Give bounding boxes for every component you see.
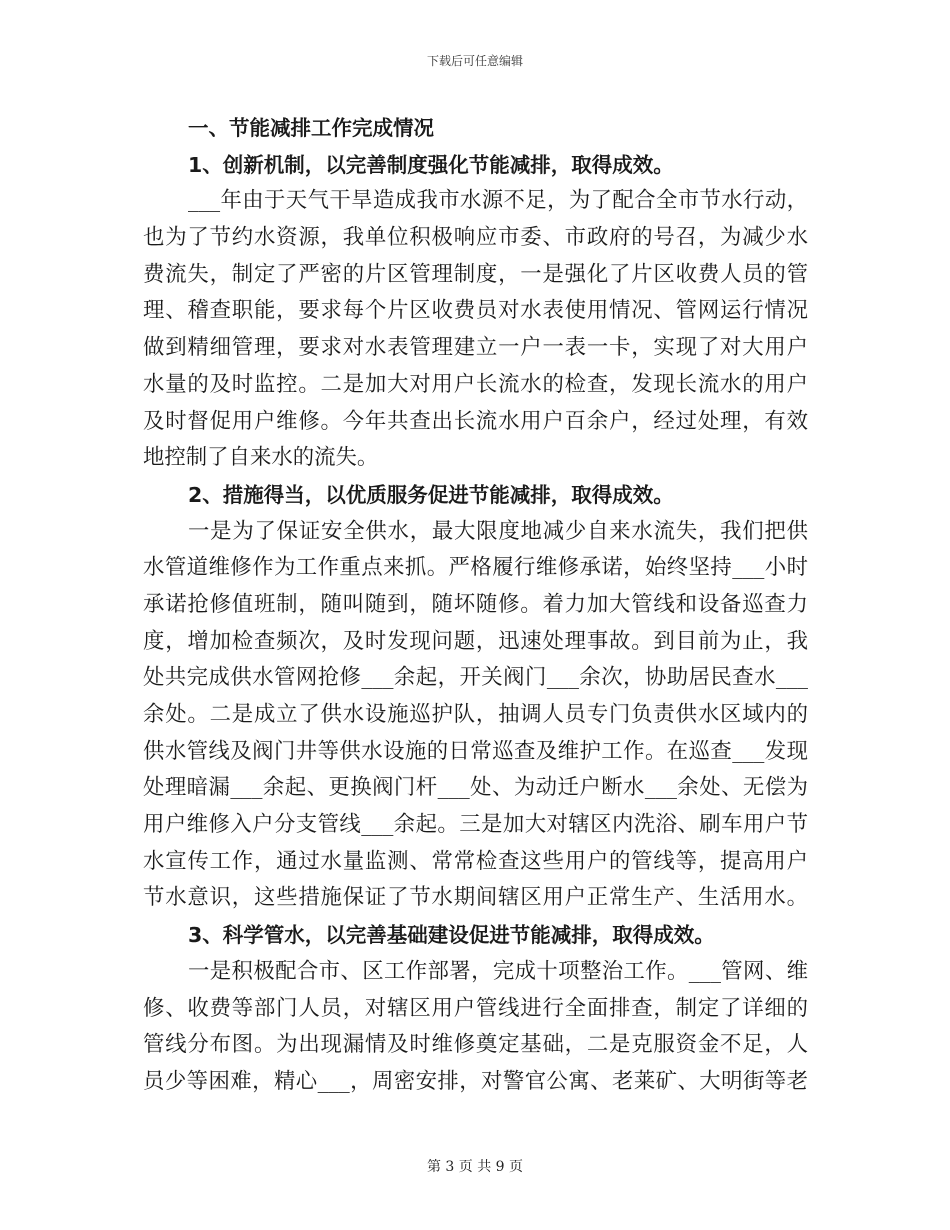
body-text-line: 度，增加检查频次，及时发现问题，迅速处理事故。到目前为止，我 [143, 628, 808, 654]
page-header: 下载后可任意编辑 [426, 54, 523, 68]
body-text-line: 一是积极配合市、区工作部署，完成十项整治工作。___管网、维 [188, 958, 808, 984]
body-text-line: 水管道维修作为工作重点来抓。严格履行维修承诺，始终坚持___小时 [143, 555, 808, 581]
body-text-line: 节水意识，这些措施保证了节水期间辖区用户正常生产、生活用水。 [143, 885, 808, 911]
body-text-line: 修、收费等部门人员，对辖区用户管线进行全面排查，制定了详细的 [143, 995, 808, 1021]
body-text-line: 供水管线及阀门井等供水设施的日常巡查及维护工作。在巡查___发现 [143, 738, 808, 764]
body-text-line: 处理暗漏___余起、更换阀门杆___处、为动迁户断水___余处、无偿为 [143, 775, 808, 801]
document-body [143, 110, 808, 1101]
body-text-line: 员少等困难，精心___，周密安排，对警官公寓、老莱矿、大明街等老 [143, 1068, 808, 1094]
body-text-line: 水量的及时监控。二是加大对用户长流水的检查，发现长流水的用户 [143, 371, 808, 397]
section-heading: 3、科学管水，以完善基础建设促进节能减排，取得成效。 [188, 923, 715, 948]
body-text-line: 理、稽查职能，要求每个片区收费员对水表使用情况、管网运行情况 [143, 298, 808, 324]
body-text-line: 一是为了保证安全供水，最大限度地减少自来水流失，我们把供 [188, 518, 808, 544]
page-footer: 第 3 页 共 9 页 [426, 1159, 524, 1175]
section-heading: 1、创新机制，以完善制度强化节能减排，取得成效。 [188, 152, 674, 177]
body-text-line: 管线分布图。为出现漏情及时维修奠定基础，二是克服资金不足，人 [143, 1032, 808, 1058]
body-text-line: ___年由于天气干旱造成我市水源不足，为了配合全市节水行动， [188, 188, 808, 214]
body-text-line: 也为了节约水资源，我单位积极响应市委、市政府的号召，为减少水 [143, 225, 808, 251]
section-heading: 2、措施得当，以优质服务促进节能减排，取得成效。 [188, 482, 674, 507]
body-text-line: 处共完成供水管网抢修___余起，开关阀门___余次，协助居民查水___ [143, 665, 808, 691]
section-heading: 一、节能减排工作完成情况 [188, 116, 434, 140]
body-text-line: 用户维修入户分支管线___余起。三是加大对辖区内洗浴、刷车用户节 [143, 812, 808, 838]
body-text-line: 地控制了自来水的流失。 [143, 445, 379, 471]
body-text-line: 水宣传工作，通过水量监测、常常检查这些用户的管线等，提高用户 [143, 848, 808, 874]
body-text-line: 及时督促用户维修。今年共查出长流水用户百余户，经过处理，有效 [143, 408, 808, 434]
body-text-line: 余处。二是成立了供水设施巡护队，抽调人员专门负责供水区域内的 [143, 702, 808, 727]
body-text-line: 做到精细管理，要求对水表管理建立一户一表一卡，实现了对大用户 [143, 335, 808, 361]
body-text-line: 费流失，制定了严密的片区管理制度，一是强化了片区收费人员的管 [143, 261, 808, 287]
body-text-line: 承诺抢修值班制，随叫随到，随坏随修。着力加大管线和设备巡查力 [143, 591, 808, 617]
